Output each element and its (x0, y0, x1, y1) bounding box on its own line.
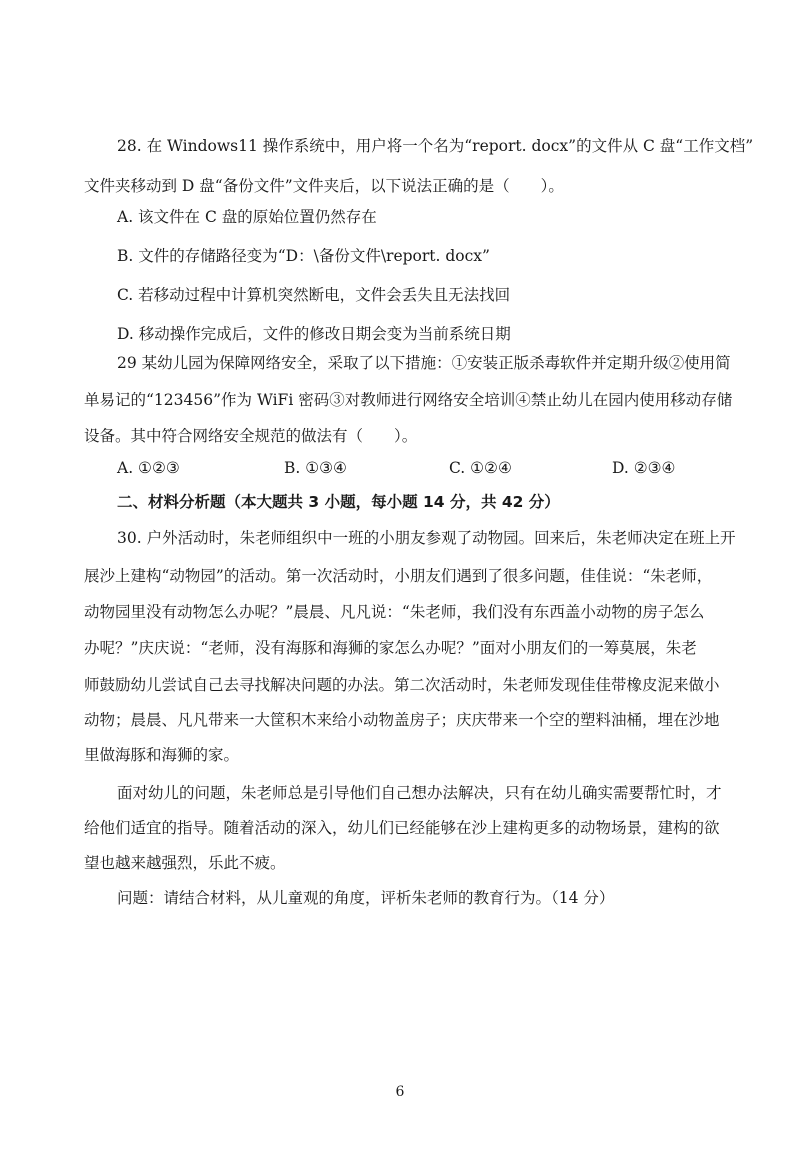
q30-p1-line6: 动物；晨晨、凡凡带来一大筐积木来给小动物盖房子；庆庆带来一个空的塑料油桶，埋在沙地 (84, 711, 720, 729)
q29-stem-line3: 设备。其中符合网络安全规范的做法有（ ）。 (84, 427, 418, 445)
q30-p1-line7: 里做海豚和海狮的家。 (84, 746, 240, 764)
q30-question: 问题：请结合材料，从儿童观的角度，评析朱老师的教育行为。（14 分） (117, 889, 615, 907)
q30-p1-line2: 展沙上建构“动物园”的活动。第一次活动时，小朋友们遇到了很多问题，佳佳说：“朱老师， (84, 567, 713, 585)
q28-stem-line2: 文件夹移动到 D 盘“备份文件”文件夹后，以下说法正确的是（ ）。 (84, 177, 564, 195)
q29-option-b: B. ①③④ (284, 459, 347, 477)
q30-p2-line1: 面对幼儿的问题，朱老师总是引导他们自己想办法解决，只有在幼儿确实需要帮忙时，才 (117, 784, 722, 802)
q28-option-c: C. 若移动过程中计算机突然断电，文件会丢失且无法找回 (117, 286, 511, 304)
q29-option-c: C. ①②④ (449, 459, 512, 477)
page-number: 6 (395, 1084, 405, 1100)
q30-p2-line2: 给他们适宜的指导。随着活动的深入，幼儿们已经能够在沙上建构更多的动物场景，建构的欲 (84, 819, 720, 837)
q29-option-a: A. ①②③ (117, 459, 180, 477)
q28-option-a: A. 该文件在 C 盘的原始位置仍然存在 (117, 208, 377, 226)
q28-option-d: D. 移动操作完成后，文件的修改日期会变为当前系统日期 (117, 325, 511, 343)
q28-option-b: B. 文件的存储路径变为“D：\备份文件\report. docx” (117, 247, 490, 265)
q30-p1-line5: 师鼓励幼儿尝试自己去寻找解决问题的办法。第二次活动时，朱老师发现佳佳带橡皮泥来做小 (84, 676, 720, 694)
q30-p1-line1: 30. 户外活动时，朱老师组织中一班的小朋友参观了动物园。回来后，朱老师决定在班上开 (117, 529, 736, 547)
q29-stem-line2: 单易记的“123456”作为 WiFi 密码③对教师进行网络安全培训④禁止幼儿在园内使用移动存储 (84, 391, 733, 409)
q28-stem-line1: 28. 在 Windows11 操作系统中，用户将一个名为“report. docx”的文件从 C 盘“工作文档” (117, 137, 754, 155)
q29-stem-line1: 29 某幼儿园为保障网络安全，采取了以下措施：①安装正版杀毒软件并定期升级②使用简 (117, 354, 731, 372)
q29-option-d: D. ②③④ (612, 459, 676, 477)
q30-p1-line3: 动物园里没有动物怎么办呢？”晨晨、凡凡说：“朱老师，我们没有东西盖小动物的房子怎么 (84, 603, 705, 621)
section2-heading: 二、材料分析题（本大题共 3 小题，每小题 14 分，共 42 分） (117, 493, 560, 511)
q30-p1-line4: 办呢？”庆庆说：“老师，没有海豚和海狮的家怎么办呢？”面对小朋友们的一筹莫展，朱老 (84, 639, 697, 657)
q30-p2-line3: 望也越来越强烈，乐此不疲。 (84, 854, 286, 872)
